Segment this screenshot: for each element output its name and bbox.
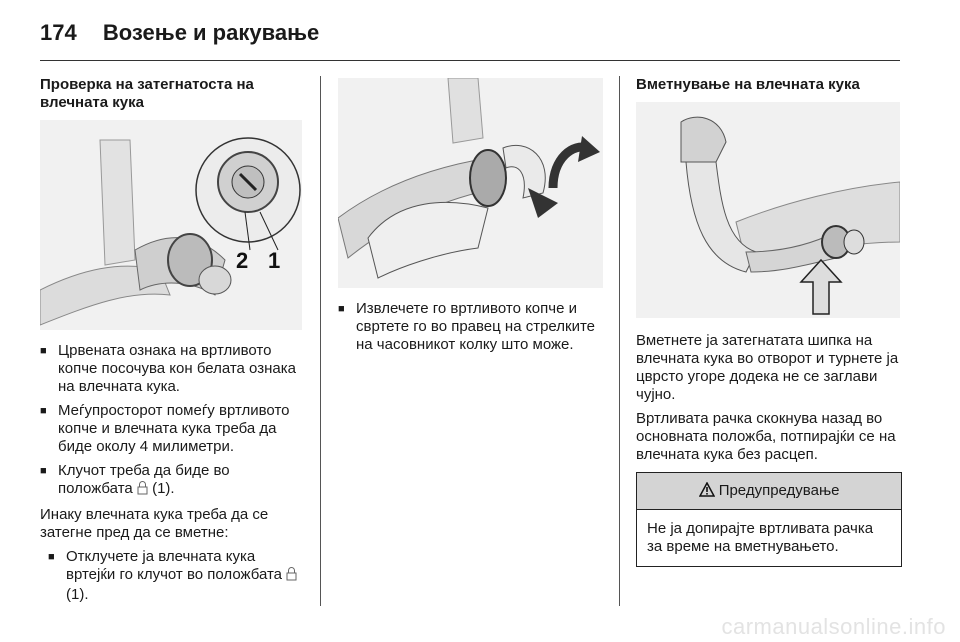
column-1 — [40, 76, 305, 610]
list-item: ■ Меѓупросторот помеѓу вртливото копче и влечната кука треба да биде околу 4 милиметри. — [40, 402, 305, 456]
column-divider — [320, 76, 321, 606]
warning-header — [637, 473, 901, 510]
column-divider — [619, 76, 620, 606]
turn-list — [338, 300, 603, 354]
page-header — [40, 20, 319, 46]
paragraph-lever: Вртливата рачка скокнува назад во основната положба, потпирајќи се на влечната кука без расцеп. — [636, 410, 896, 463]
figure-label-2: 2 — [236, 248, 249, 273]
watermark: carmanualsonline.info — [721, 614, 946, 639]
padlock-icon — [286, 566, 297, 586]
paragraph-insert: Вметнете ја затегнатата шипка на влечната кука во отворот и турнете ја цврсто угоре додека не се заглави чујно. — [636, 332, 899, 403]
warning-triangle-icon — [699, 482, 715, 499]
list-item: ■ Извлечете го вртливото копче и свртете го во правец на стрелките на часовникот колку што може. — [338, 300, 603, 354]
page-number: 174 — [40, 20, 77, 45]
paragraph-otherwise: Инаку влечната кука треба да се затегне пред да се вметне: — [40, 506, 269, 541]
sub-list — [40, 548, 305, 604]
warning-title: Предупредување — [718, 482, 840, 499]
column-2 — [338, 76, 603, 360]
figure-label-1: 1 — [268, 248, 281, 273]
section-heading-insert: Вметнување на влечната кука — [636, 76, 860, 93]
page-title: Возење и ракување — [102, 20, 320, 45]
column-3 — [636, 76, 902, 567]
check-list — [40, 342, 305, 500]
section-heading-check: Проверка на затегнатоста на влечната кука — [40, 76, 254, 111]
warning-box — [636, 472, 902, 567]
header-rule — [40, 60, 900, 61]
figure-tension-check — [40, 120, 302, 330]
list-item: ■ Клучот треба да биде во положбата (1). — [40, 462, 305, 500]
warning-text: Не ја допирајте вртливата рачка за време на вметнувањето. — [647, 520, 874, 555]
figure-turn-knob — [338, 78, 603, 288]
figure-insert-hook — [636, 102, 900, 318]
list-item: ■ Црвената ознака на вртливото копче посочува кон белата ознака на влечната кука. — [40, 342, 305, 396]
padlock-icon — [137, 480, 148, 500]
list-item: ■ Отклучете ја влечната кука вртејќи го клучот во положбата (1). — [48, 548, 305, 604]
